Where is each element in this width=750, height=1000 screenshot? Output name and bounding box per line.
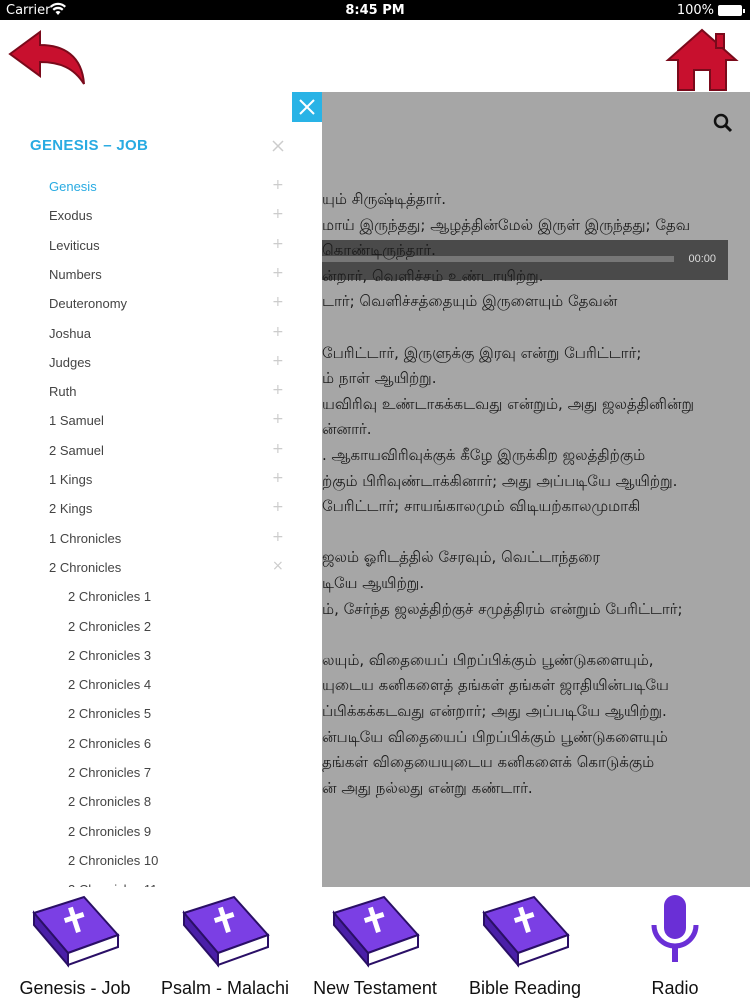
verse-line: ன்றார், வெளிச்சம் உண்டாயிற்று. bbox=[322, 266, 544, 285]
chapter-label: 2 Chronicles 4 bbox=[68, 677, 152, 693]
expand-icon[interactable]: + bbox=[272, 323, 284, 340]
bible-icon bbox=[328, 891, 422, 971]
chapter-item[interactable] bbox=[0, 729, 322, 758]
tab-label: Psalm - Malachi bbox=[160, 978, 290, 998]
book-item[interactable] bbox=[0, 289, 322, 318]
bottom-tab-bar bbox=[0, 887, 750, 1000]
verse-line: டியே ஆயிற்று. bbox=[322, 574, 425, 592]
chapter-item[interactable] bbox=[0, 612, 322, 641]
chapter-label: 2 Chronicles 2 bbox=[68, 618, 152, 634]
expand-icon[interactable]: + bbox=[272, 411, 284, 428]
expand-icon[interactable]: + bbox=[272, 352, 284, 369]
expand-icon[interactable]: + bbox=[272, 264, 284, 281]
book-label: 1 Kings bbox=[49, 472, 93, 487]
audio-time: 00:00 bbox=[688, 253, 716, 265]
chapter-label: 2 Chronicles 5 bbox=[68, 706, 152, 722]
book-item[interactable] bbox=[0, 553, 322, 582]
book-item[interactable] bbox=[0, 172, 322, 201]
book-label: 1 Samuel bbox=[49, 413, 104, 429]
chapter-item[interactable] bbox=[0, 641, 322, 670]
tab-label: Bible Reading bbox=[468, 978, 582, 998]
verse-line: மாய் இருந்தது; ஆழத்தின்மேல் இருள் இருந்தது; தேவ bbox=[322, 215, 691, 234]
book-label: Ruth bbox=[49, 384, 77, 400]
chapter-item[interactable] bbox=[0, 758, 322, 787]
book-item[interactable] bbox=[0, 348, 322, 377]
chapter-label: 2 Chronicles 10 bbox=[68, 852, 159, 868]
tab-label: Genesis - Job bbox=[19, 978, 131, 998]
verse-line: ப்பிக்கக்கடவது என்றார்; அது அப்படியே ஆயிற்று. bbox=[322, 702, 667, 720]
battery-icon bbox=[718, 5, 742, 16]
verse-line: . ஆகாயவிரிவுக்குக் கீழே இருக்கிற ஜலத்திற்கும் bbox=[322, 446, 646, 464]
drawer-title: GENESIS – JOB bbox=[30, 137, 149, 154]
verse-line: பேரிட்டார், இருளுக்கு இரவு என்று பேரிட்டார்; bbox=[322, 343, 642, 362]
book-label: Numbers bbox=[49, 266, 102, 282]
bible-icon bbox=[478, 891, 572, 971]
book-item[interactable] bbox=[0, 436, 322, 465]
book-label: 2 Samuel bbox=[49, 442, 104, 458]
expand-icon[interactable]: + bbox=[272, 177, 284, 193]
verse-line: லயும், விதையைப் பிறப்பிக்கும் பூண்டுகளையும், bbox=[322, 650, 654, 669]
verse-line: ற்கும் பிரிவுண்டாக்கினார்; அது அப்படியே ஆயிற்று. bbox=[322, 471, 678, 490]
book-item[interactable] bbox=[0, 260, 322, 289]
microphone-icon bbox=[628, 891, 722, 971]
tab-psalm-malachi[interactable] bbox=[150, 887, 300, 1000]
expand-icon[interactable]: + bbox=[272, 382, 284, 399]
verse-line: ம், சேர்ந்த ஜலத்திற்குச் சமுத்திரம் என்றும் பேரிட்டார்; bbox=[322, 599, 683, 618]
book-label: Exodus bbox=[49, 208, 93, 224]
tab-genesis-job[interactable] bbox=[0, 887, 150, 1000]
book-label: Genesis bbox=[49, 179, 97, 194]
book-item[interactable] bbox=[0, 319, 322, 348]
tab-new-testament[interactable] bbox=[300, 887, 450, 1000]
tab-bible-reading[interactable] bbox=[450, 887, 600, 1000]
verse-line: டார்; வெளிச்சத்தையும் இருளையும் தேவன் bbox=[322, 292, 618, 311]
verse-line: யவிரிவு உண்டாகக்கடவது என்றும், அது ஜலத்தினின்று bbox=[322, 394, 695, 413]
chapter-label: 2 Chronicles 8 bbox=[68, 794, 152, 810]
home-icon[interactable] bbox=[666, 28, 738, 92]
book-label: Deuteronomy bbox=[49, 296, 128, 312]
verse-line: கொண்டிருந்தார். bbox=[322, 241, 436, 260]
tab-label: New Testament bbox=[313, 978, 437, 998]
expand-icon[interactable]: + bbox=[272, 499, 284, 516]
chapter-label: 2 Chronicles 1 bbox=[68, 589, 152, 605]
book-item[interactable] bbox=[0, 231, 322, 260]
book-drawer bbox=[0, 92, 322, 887]
book-item[interactable] bbox=[0, 494, 322, 523]
expand-icon[interactable]: + bbox=[272, 235, 284, 252]
chapter-label: 2 Chronicles 9 bbox=[68, 823, 152, 839]
expand-icon[interactable]: + bbox=[272, 528, 284, 545]
book-label: Joshua bbox=[49, 325, 91, 341]
battery-percent: 100% bbox=[676, 3, 714, 18]
bible-icon bbox=[178, 891, 272, 971]
drawer-close-icon[interactable] bbox=[270, 138, 286, 154]
book-label: 2 Chronicles bbox=[49, 559, 122, 575]
search-icon[interactable] bbox=[712, 112, 734, 134]
chapter-item[interactable] bbox=[0, 582, 322, 611]
book-label: 1 Chronicles bbox=[49, 530, 122, 546]
verse-line: ஜலம் ஓரிடத்தில் சேரவும், வெட்டாந்தரை bbox=[322, 548, 601, 567]
book-label: 2 Kings bbox=[49, 501, 93, 517]
book-item[interactable] bbox=[0, 201, 322, 230]
expand-icon[interactable]: + bbox=[272, 206, 284, 223]
expand-icon[interactable]: + bbox=[272, 294, 284, 311]
verse-line: பேரிட்டார்; சாயங்காலமும் விடியற்காலமுமாகி bbox=[322, 497, 641, 516]
expand-icon[interactable]: + bbox=[272, 470, 284, 486]
book-item[interactable] bbox=[0, 406, 322, 435]
verse-line: ம் நாள் ஆயிற்று. bbox=[322, 369, 437, 388]
chapter-label: 2 Chronicles 3 bbox=[68, 647, 152, 663]
verse-line: ன் அது நல்லது என்று கண்டார். bbox=[322, 778, 533, 797]
status-bar bbox=[0, 0, 750, 20]
book-item[interactable] bbox=[0, 524, 322, 553]
expand-icon[interactable]: + bbox=[272, 440, 284, 457]
book-item[interactable] bbox=[0, 377, 322, 406]
carrier-label: Carrier bbox=[6, 3, 51, 18]
tab-radio[interactable] bbox=[600, 887, 750, 1000]
collapse-icon[interactable]: × bbox=[272, 557, 284, 574]
verse-line: ன்படியே விதையைப் பிறப்பிக்கும் பூண்டுகளையும் bbox=[322, 727, 668, 746]
chapter-item[interactable] bbox=[0, 699, 322, 728]
tab-label: Radio bbox=[651, 978, 699, 998]
chapter-item[interactable] bbox=[0, 846, 322, 875]
chapter-item[interactable] bbox=[0, 670, 322, 699]
verse-line: யும் சிருஷ்டித்தார். bbox=[322, 190, 447, 208]
back-arrow-icon[interactable] bbox=[8, 28, 88, 88]
chapter-label: 2 Chronicles 7 bbox=[68, 765, 152, 780]
verse-line: தங்கள் விதையையுடைய கனிகளைக் கொடுக்கும் bbox=[322, 753, 655, 772]
status-time: 8:45 PM bbox=[345, 3, 405, 18]
book-label: Leviticus bbox=[49, 237, 100, 253]
chapter-label: 2 Chronicles 6 bbox=[68, 735, 152, 751]
close-drawer-button[interactable] bbox=[292, 92, 322, 122]
top-header bbox=[0, 20, 750, 92]
chapter-item[interactable] bbox=[0, 787, 322, 816]
book-label: Judges bbox=[49, 354, 91, 370]
bible-icon bbox=[28, 891, 122, 971]
verse-line: ன்னார். bbox=[322, 420, 372, 439]
verse-line: யுடைய கனிகளைத் தங்கள் தங்கள் ஜாதியின்படியே bbox=[322, 676, 669, 695]
book-item[interactable] bbox=[0, 465, 322, 494]
chapter-item[interactable] bbox=[0, 817, 322, 846]
